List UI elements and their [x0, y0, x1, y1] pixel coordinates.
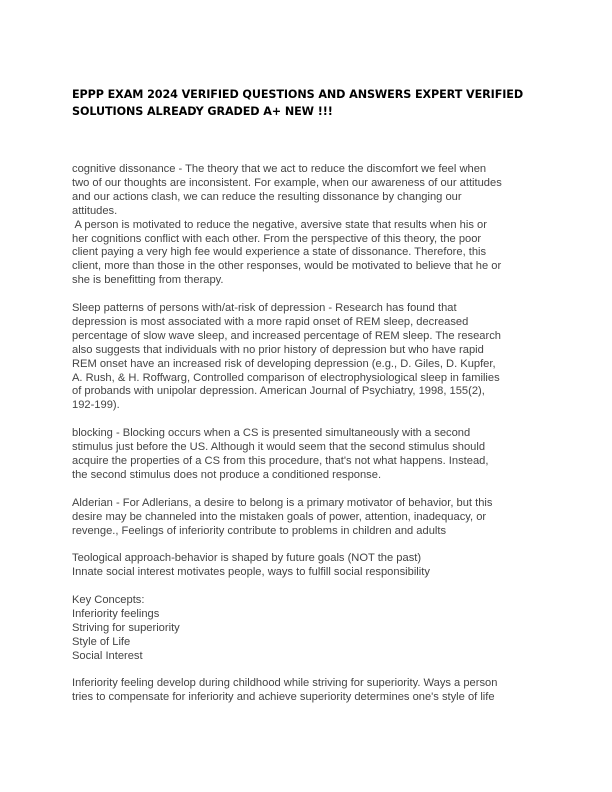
text-line: client, more than those in the other responses, would be motivated to believe that he or	[72, 260, 502, 273]
text-line: client paying a very high fee would experience a state of dissonance. Therefore, this	[72, 246, 487, 259]
title-line: EPPP EXAM 2024 VERIFIED QUESTIONS AND ANSWERS EXPERT VERIFIED	[72, 88, 524, 101]
text-line: acquire the properties of a CS from this procedure, that's not what happens. Instead,	[72, 455, 489, 467]
text-line: blocking - Blocking occurs when a CS is presented simultaneously with a second	[72, 427, 471, 440]
text-line: Alderian - For Adlerians, a desire to belong is a primary motivator of behavior, but this	[72, 496, 493, 509]
text-line: of probands with unipolar depression. American Journal of Psychiatry, 1998, 155(2),	[72, 385, 485, 398]
paragraph-key-concepts	[72, 594, 544, 664]
text-line: Innate social interest motivates people, ways to fulfill social responsibility	[72, 566, 430, 579]
text-line: Key Concepts:	[72, 594, 145, 607]
text-line: cognitive dissonance - The theory that we act to reduce the discomfort we feel when	[72, 163, 487, 175]
text-line: her cognitions conflict with each other. From the perspective of this theory, the poor	[72, 232, 482, 245]
text-line: 192-199).	[72, 399, 120, 412]
paragraph-sleep-patterns	[72, 302, 544, 413]
paragraph-adlerian	[72, 497, 544, 539]
text-line: Striving for superiority	[72, 621, 180, 634]
paragraph-inferiority	[72, 677, 544, 705]
text-line: stimulus just before the US. Although it would seem that the second stimulus should	[72, 441, 486, 454]
text-line: tries to compensate for inferiority and achieve superiority determines one's style of life	[72, 691, 495, 704]
text-line: Style of Life	[72, 635, 131, 648]
document-body	[72, 163, 544, 719]
text-line: also suggests that individuals with no prior history of depression but who have rapid	[72, 343, 484, 356]
text-line: and our actions clash, we can reduce the resulting dissonance by changing our	[72, 190, 462, 203]
text-line: Inferiority feeling develop during childhood while striving for superiority. Ways a person	[72, 677, 498, 690]
text-line: depression is most associated with a more rapid onset of REM sleep, decreased	[72, 315, 469, 328]
text-line: A. Rush, & H. Roffwarg, Controlled comparison of electrophysiological sleep in families	[72, 371, 500, 384]
text-line: Inferiority feelings	[72, 607, 160, 620]
text-line: she is benefitting from therapy.	[72, 274, 224, 287]
text-line: Teological approach-behavior is shaped by future goals (NOT the past)	[72, 552, 422, 565]
text-line: A person is motivated to reduce the negative, aversive state that results when his or	[72, 218, 487, 231]
text-line: the second stimulus does not produce a conditioned response.	[72, 468, 382, 481]
text-line: desire may be channeled into the mistaken goals of power, attention, inadequacy, or	[72, 510, 487, 523]
paragraph-teleological	[72, 552, 544, 580]
paragraph-cognitive-dissonance	[72, 163, 544, 288]
text-line: REM onset have an increased risk of developing depression (e.g., D. Giles, D. Kupfer,	[72, 357, 496, 370]
document-title	[72, 86, 552, 120]
text-line: revenge., Feelings of inferiority contribute to problems in children and adults	[72, 524, 447, 537]
title-line: SOLUTIONS ALREADY GRADED A+ NEW !!!	[72, 105, 333, 118]
paragraph-blocking	[72, 427, 544, 483]
text-line: two of our thoughts are inconsistent. For example, when our awareness of our attitudes	[72, 176, 502, 189]
text-line: Social Interest	[72, 649, 143, 662]
text-line: percentage of slow wave sleep, and increased percentage of REM sleep. The research	[72, 329, 501, 342]
text-line: attitudes.	[72, 204, 118, 217]
text-line: Sleep patterns of persons with/at-risk of depression - Research has found that	[72, 302, 457, 315]
